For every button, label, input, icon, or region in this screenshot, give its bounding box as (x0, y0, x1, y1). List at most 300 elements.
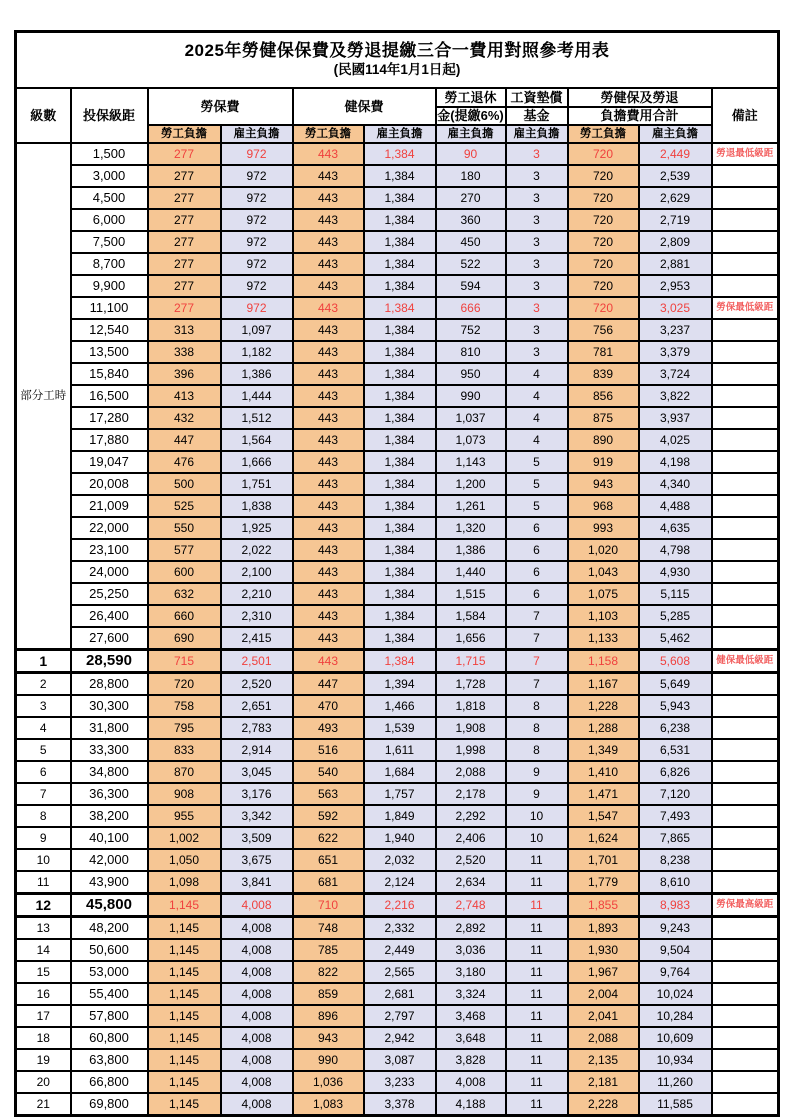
level-cell: 7 (16, 783, 71, 805)
table-row (16, 429, 779, 451)
subheader-labor-worker: 勞工負擔 (148, 125, 221, 143)
value-cell: 360 (436, 209, 506, 231)
note-cell (712, 871, 779, 894)
table-row (16, 275, 779, 297)
table-row (16, 407, 779, 429)
value-cell: 870 (148, 761, 221, 783)
value-cell: 443 (293, 187, 364, 209)
note-cell (712, 739, 779, 761)
value-cell: 443 (293, 517, 364, 539)
table-row (16, 165, 779, 187)
value-cell: 1,838 (221, 495, 293, 517)
value-cell: 2,449 (364, 939, 436, 961)
value-cell: 1,384 (364, 319, 436, 341)
value-cell: 720 (568, 231, 639, 253)
value-cell: 1,384 (364, 231, 436, 253)
table-row (16, 253, 779, 275)
level-cell: 6 (16, 761, 71, 783)
value-cell: 1,384 (364, 583, 436, 605)
value-cell: 4,930 (639, 561, 712, 583)
value-cell: 4 (506, 363, 568, 385)
value-cell: 1,666 (221, 451, 293, 473)
table-row (16, 341, 779, 363)
value-cell: 1,818 (436, 695, 506, 717)
bracket-cell: 31,800 (71, 717, 148, 739)
table-row (16, 1049, 779, 1071)
value-cell: 1,200 (436, 473, 506, 495)
value-cell: 1,145 (148, 1071, 221, 1093)
value-cell: 2,651 (221, 695, 293, 717)
value-cell: 432 (148, 407, 221, 429)
note-cell (712, 209, 779, 231)
bracket-cell: 38,200 (71, 805, 148, 827)
value-cell: 972 (221, 209, 293, 231)
value-cell: 522 (436, 253, 506, 275)
value-cell: 443 (293, 341, 364, 363)
value-cell: 1,751 (221, 473, 293, 495)
value-cell: 3,180 (436, 961, 506, 983)
level-cell: 19 (16, 1049, 71, 1071)
value-cell: 1,145 (148, 961, 221, 983)
value-cell: 2,178 (436, 783, 506, 805)
value-cell: 10,284 (639, 1005, 712, 1027)
value-cell: 1,384 (364, 341, 436, 363)
value-cell: 2,881 (639, 253, 712, 275)
value-cell: 9 (506, 783, 568, 805)
value-cell: 447 (148, 429, 221, 451)
value-cell: 5 (506, 473, 568, 495)
value-cell: 10,934 (639, 1049, 712, 1071)
value-cell: 1,133 (568, 627, 639, 650)
value-cell: 8,983 (639, 894, 712, 917)
value-cell: 3 (506, 165, 568, 187)
note-cell (712, 385, 779, 407)
value-cell: 3 (506, 231, 568, 253)
level-cell: 18 (16, 1027, 71, 1049)
value-cell: 720 (568, 165, 639, 187)
value-cell: 443 (293, 605, 364, 627)
title-row (16, 32, 779, 89)
value-cell: 6 (506, 583, 568, 605)
value-cell: 3,828 (436, 1049, 506, 1071)
value-cell: 11 (506, 1027, 568, 1049)
value-cell: 859 (293, 983, 364, 1005)
value-cell: 720 (568, 143, 639, 165)
value-cell: 681 (293, 871, 364, 894)
level-cell: 14 (16, 939, 71, 961)
value-cell: 993 (568, 517, 639, 539)
value-cell: 3,324 (436, 983, 506, 1005)
header-health-insurance: 健保費 (293, 88, 436, 125)
value-cell: 4,008 (221, 894, 293, 917)
value-cell: 720 (568, 209, 639, 231)
value-cell: 443 (293, 231, 364, 253)
header-pension-line1: 勞工退休 (436, 88, 506, 107)
table-row (16, 627, 779, 650)
value-cell: 990 (293, 1049, 364, 1071)
value-cell: 3,036 (436, 939, 506, 961)
value-cell: 2,748 (436, 894, 506, 917)
value-cell: 313 (148, 319, 221, 341)
note-cell (712, 805, 779, 827)
level-cell: 9 (16, 827, 71, 849)
value-cell: 3,724 (639, 363, 712, 385)
table-row (16, 231, 779, 253)
value-cell: 1,384 (364, 253, 436, 275)
value-cell: 3,045 (221, 761, 293, 783)
level-cell: 20 (16, 1071, 71, 1093)
value-cell: 622 (293, 827, 364, 849)
table-row (16, 363, 779, 385)
value-cell: 11 (506, 983, 568, 1005)
value-cell: 577 (148, 539, 221, 561)
header-row-1 (16, 88, 779, 107)
value-cell: 2,539 (639, 165, 712, 187)
value-cell: 2,634 (436, 871, 506, 894)
value-cell: 3,025 (639, 297, 712, 319)
value-cell: 443 (293, 583, 364, 605)
value-cell: 720 (568, 297, 639, 319)
value-cell: 3 (506, 143, 568, 165)
value-cell: 443 (293, 473, 364, 495)
value-cell: 720 (148, 673, 221, 696)
value-cell: 4,008 (221, 939, 293, 961)
note-cell (712, 827, 779, 849)
value-cell: 1,384 (364, 605, 436, 627)
value-cell: 890 (568, 429, 639, 451)
value-cell: 1,098 (148, 871, 221, 894)
value-cell: 950 (436, 363, 506, 385)
value-cell: 594 (436, 275, 506, 297)
value-cell: 856 (568, 385, 639, 407)
subheader-wage-fund-employer: 雇主負擔 (506, 125, 568, 143)
value-cell: 1,466 (364, 695, 436, 717)
value-cell: 1,002 (148, 827, 221, 849)
note-cell (712, 1005, 779, 1027)
value-cell: 1,182 (221, 341, 293, 363)
bracket-cell: 43,900 (71, 871, 148, 894)
value-cell: 5,649 (639, 673, 712, 696)
value-cell: 660 (148, 605, 221, 627)
value-cell: 4,340 (639, 473, 712, 495)
value-cell: 1,384 (364, 209, 436, 231)
value-cell: 2,406 (436, 827, 506, 849)
value-cell: 90 (436, 143, 506, 165)
value-cell: 600 (148, 561, 221, 583)
value-cell: 5 (506, 495, 568, 517)
level-cell: 1 (16, 650, 71, 673)
value-cell: 8,610 (639, 871, 712, 894)
value-cell: 4 (506, 429, 568, 451)
value-cell: 1,036 (293, 1071, 364, 1093)
table-row (16, 894, 779, 917)
value-cell: 632 (148, 583, 221, 605)
note-cell (712, 761, 779, 783)
value-cell: 2,332 (364, 917, 436, 940)
value-cell: 563 (293, 783, 364, 805)
level-cell: 5 (16, 739, 71, 761)
header-wage-fund-line1: 工資墊償 (506, 88, 568, 107)
value-cell: 1,940 (364, 827, 436, 849)
value-cell: 8 (506, 717, 568, 739)
bracket-cell: 28,800 (71, 673, 148, 696)
value-cell: 1,386 (436, 539, 506, 561)
value-cell: 2,681 (364, 983, 436, 1005)
table-row (16, 849, 779, 871)
table-row (16, 605, 779, 627)
value-cell: 10 (506, 827, 568, 849)
bracket-cell: 26,400 (71, 605, 148, 627)
value-cell: 1,158 (568, 650, 639, 673)
value-cell: 3,176 (221, 783, 293, 805)
value-cell: 1,444 (221, 385, 293, 407)
value-cell: 955 (148, 805, 221, 827)
value-cell: 690 (148, 627, 221, 650)
table-row (16, 561, 779, 583)
value-cell: 5,943 (639, 695, 712, 717)
bracket-cell: 27,600 (71, 627, 148, 650)
note-cell (712, 561, 779, 583)
value-cell: 2,210 (221, 583, 293, 605)
table-row (16, 1093, 779, 1116)
value-cell: 550 (148, 517, 221, 539)
value-cell: 516 (293, 739, 364, 761)
value-cell: 338 (148, 341, 221, 363)
value-cell: 2,892 (436, 917, 506, 940)
value-cell: 1,908 (436, 717, 506, 739)
value-cell: 1,020 (568, 539, 639, 561)
bracket-cell: 20,008 (71, 473, 148, 495)
subheader-health-worker: 勞工負擔 (293, 125, 364, 143)
value-cell: 1,384 (364, 143, 436, 165)
bracket-cell: 12,540 (71, 319, 148, 341)
level-cell: 4 (16, 717, 71, 739)
value-cell: 5,462 (639, 627, 712, 650)
table-row (16, 297, 779, 319)
value-cell: 11 (506, 939, 568, 961)
bracket-cell: 23,100 (71, 539, 148, 561)
value-cell: 720 (568, 275, 639, 297)
value-cell: 270 (436, 187, 506, 209)
value-cell: 2,181 (568, 1071, 639, 1093)
level-cell: 17 (16, 1005, 71, 1027)
value-cell: 9,243 (639, 917, 712, 940)
value-cell: 781 (568, 341, 639, 363)
note-cell (712, 983, 779, 1005)
header-note: 備註 (712, 88, 779, 143)
value-cell: 1,167 (568, 673, 639, 696)
value-cell: 2,004 (568, 983, 639, 1005)
bracket-cell: 63,800 (71, 1049, 148, 1071)
value-cell: 8 (506, 739, 568, 761)
table-row (16, 673, 779, 696)
bracket-cell: 42,000 (71, 849, 148, 871)
table-body (16, 143, 779, 1116)
table-row (16, 805, 779, 827)
note-cell (712, 341, 779, 363)
value-cell: 3 (506, 253, 568, 275)
value-cell: 666 (436, 297, 506, 319)
value-cell: 1,394 (364, 673, 436, 696)
value-cell: 2,041 (568, 1005, 639, 1027)
header-bracket: 投保級距 (71, 88, 148, 143)
table-row (16, 871, 779, 894)
value-cell: 443 (293, 385, 364, 407)
bracket-cell: 60,800 (71, 1027, 148, 1049)
value-cell: 1,384 (364, 429, 436, 451)
value-cell: 3,509 (221, 827, 293, 849)
value-cell: 443 (293, 275, 364, 297)
value-cell: 839 (568, 363, 639, 385)
table-row (16, 1071, 779, 1093)
value-cell: 3 (506, 297, 568, 319)
note-cell (712, 1027, 779, 1049)
value-cell: 4,008 (221, 1005, 293, 1027)
bracket-cell: 33,300 (71, 739, 148, 761)
value-cell: 1,539 (364, 717, 436, 739)
value-cell: 9,504 (639, 939, 712, 961)
value-cell: 720 (568, 187, 639, 209)
note-cell (712, 165, 779, 187)
value-cell: 4,008 (221, 961, 293, 983)
note-cell (712, 451, 779, 473)
bracket-cell: 45,800 (71, 894, 148, 917)
value-cell: 3,648 (436, 1027, 506, 1049)
value-cell: 1,715 (436, 650, 506, 673)
value-cell: 715 (148, 650, 221, 673)
value-cell: 1,073 (436, 429, 506, 451)
subheader-total-employer: 雇主負擔 (639, 125, 712, 143)
note-cell (712, 673, 779, 696)
page-subtitle: (民國114年1月1日起) (333, 62, 461, 78)
bracket-cell: 7,500 (71, 231, 148, 253)
value-cell: 6 (506, 539, 568, 561)
value-cell: 2,501 (221, 650, 293, 673)
bracket-cell: 11,100 (71, 297, 148, 319)
value-cell: 1,145 (148, 917, 221, 940)
value-cell: 11,260 (639, 1071, 712, 1093)
bracket-cell: 19,047 (71, 451, 148, 473)
value-cell: 6 (506, 561, 568, 583)
value-cell: 2,783 (221, 717, 293, 739)
value-cell: 6,826 (639, 761, 712, 783)
value-cell: 748 (293, 917, 364, 940)
subheader-pension-employer: 雇主負擔 (436, 125, 506, 143)
value-cell: 1,849 (364, 805, 436, 827)
value-cell: 1,143 (436, 451, 506, 473)
value-cell: 2,520 (221, 673, 293, 696)
value-cell: 1,103 (568, 605, 639, 627)
value-cell: 3,822 (639, 385, 712, 407)
table-row (16, 143, 779, 165)
value-cell: 1,145 (148, 1049, 221, 1071)
value-cell: 1,410 (568, 761, 639, 783)
bracket-cell: 25,250 (71, 583, 148, 605)
note-cell: 勞保最高級距 (712, 894, 779, 917)
note-cell (712, 319, 779, 341)
value-cell: 10 (506, 805, 568, 827)
note-cell (712, 1093, 779, 1116)
value-cell: 1,083 (293, 1093, 364, 1116)
value-cell: 1,728 (436, 673, 506, 696)
value-cell: 5,608 (639, 650, 712, 673)
value-cell: 1,288 (568, 717, 639, 739)
value-cell: 720 (568, 253, 639, 275)
value-cell: 2,953 (639, 275, 712, 297)
value-cell: 1,384 (364, 517, 436, 539)
bracket-cell: 69,800 (71, 1093, 148, 1116)
table-row (16, 961, 779, 983)
value-cell: 2,032 (364, 849, 436, 871)
table-title-block (16, 32, 779, 89)
value-cell: 443 (293, 297, 364, 319)
value-cell: 3,342 (221, 805, 293, 827)
note-cell (712, 917, 779, 940)
value-cell: 1,384 (364, 363, 436, 385)
note-cell: 勞保最低級距 (712, 297, 779, 319)
note-cell (712, 231, 779, 253)
note-cell (712, 717, 779, 739)
value-cell: 1,384 (364, 627, 436, 650)
bracket-cell: 4,500 (71, 187, 148, 209)
value-cell: 3,937 (639, 407, 712, 429)
note-cell (712, 539, 779, 561)
value-cell: 4,488 (639, 495, 712, 517)
table-row (16, 983, 779, 1005)
table-row (16, 385, 779, 407)
value-cell: 6 (506, 517, 568, 539)
bracket-cell: 6,000 (71, 209, 148, 231)
value-cell: 3 (506, 187, 568, 209)
value-cell: 943 (293, 1027, 364, 1049)
value-cell: 4 (506, 385, 568, 407)
value-cell: 1,145 (148, 1005, 221, 1027)
value-cell: 277 (148, 165, 221, 187)
value-cell: 476 (148, 451, 221, 473)
value-cell: 2,124 (364, 871, 436, 894)
fee-table (14, 30, 780, 1117)
value-cell: 875 (568, 407, 639, 429)
table-row (16, 209, 779, 231)
value-cell: 972 (221, 275, 293, 297)
table-row (16, 451, 779, 473)
value-cell: 7,120 (639, 783, 712, 805)
value-cell: 1,930 (568, 939, 639, 961)
value-cell: 2,135 (568, 1049, 639, 1071)
value-cell: 2,216 (364, 894, 436, 917)
value-cell: 968 (568, 495, 639, 517)
value-cell: 1,145 (148, 1093, 221, 1116)
value-cell: 443 (293, 143, 364, 165)
value-cell: 11 (506, 849, 568, 871)
value-cell: 11 (506, 894, 568, 917)
value-cell: 810 (436, 341, 506, 363)
bracket-cell: 66,800 (71, 1071, 148, 1093)
value-cell: 277 (148, 209, 221, 231)
value-cell: 3,378 (364, 1093, 436, 1116)
value-cell: 1,584 (436, 605, 506, 627)
value-cell: 470 (293, 695, 364, 717)
value-cell: 3 (506, 319, 568, 341)
value-cell: 4,188 (436, 1093, 506, 1116)
value-cell: 1,261 (436, 495, 506, 517)
value-cell: 2,914 (221, 739, 293, 761)
value-cell: 11,585 (639, 1093, 712, 1116)
value-cell: 1,075 (568, 583, 639, 605)
value-cell: 443 (293, 561, 364, 583)
note-cell (712, 517, 779, 539)
note-cell (712, 605, 779, 627)
